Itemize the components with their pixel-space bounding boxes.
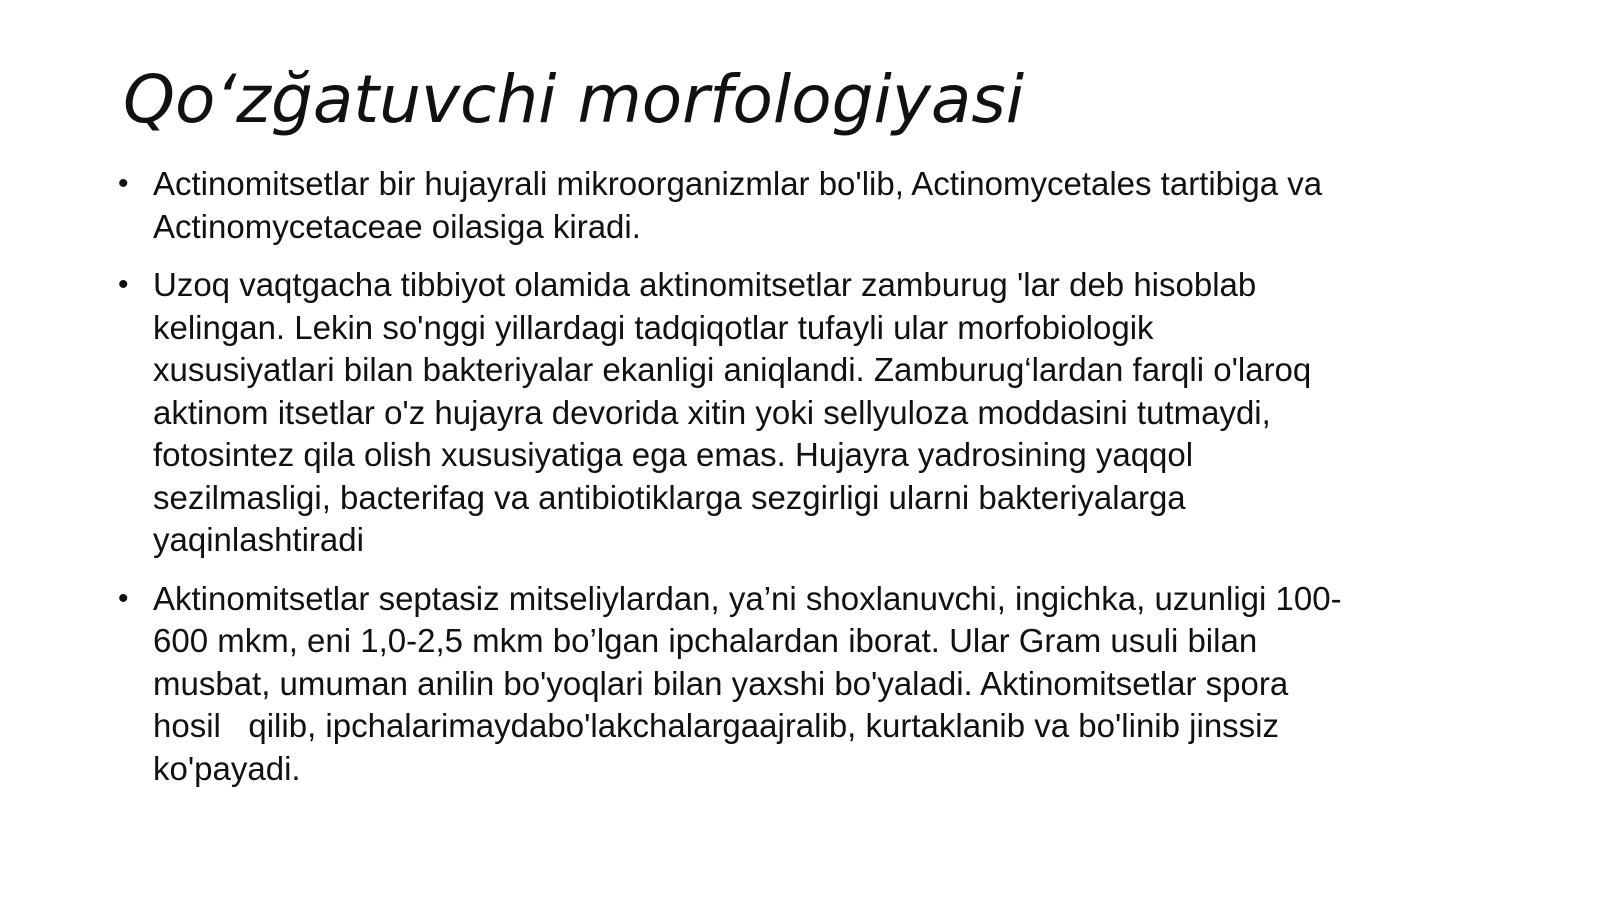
text-line: fotosintez qila olish xususiyatiga ega emas. Hujayra yadrosining yaqqol <box>153 436 1194 473</box>
text-line: ko'payadi. <box>153 749 301 787</box>
bullet-item <box>118 578 1478 791</box>
text-line: hosil qilib, ipchalarimaydabo'lakchalargaajralib, kurtaklanib va bo'linib jinssiz <box>153 707 1280 744</box>
text-line: kelingan. Lekin so'nggi yillardagi tadqiqotlar tufayli ular morfobiologik <box>153 308 1154 346</box>
bullet-item <box>118 163 1478 248</box>
text-line: musbat, umuman anilin bo'yoqlari bilan yaxshi bo'yaladi. Aktinomitsetlar spora <box>153 664 1289 702</box>
bullet-dot-icon: • <box>118 581 129 615</box>
bullet-text <box>153 163 1478 248</box>
text-line: Uzoq vaqtgacha tibbiyot olamida aktinomitsetlar zamburug 'lar deb hisoblab <box>153 266 1257 303</box>
bullet-dot-icon: • <box>118 167 129 200</box>
text-line: Aktinomitsetlar septasiz mitseliylardan, ya’ni shoxlanuvchi, ingichka, uzunligi 100- <box>153 579 1342 617</box>
bullet-list <box>118 163 1478 806</box>
slide-title: Qo‘zğatuvchi morfologiyasi <box>123 61 1025 138</box>
text-line: yaqinlashtiradi <box>153 521 364 558</box>
bullet-dot-icon: • <box>118 268 129 301</box>
text-line: Actinomitsetlar bir hujayrali mikroorganizmlar bo'lib, Actinomycetales tartibiga va <box>153 165 1323 202</box>
text-line: sezilmasligi, bacterifag va antibiotiklarga sezgirligi ularni bakteriyalarga <box>153 478 1186 516</box>
text-line: aktinom itsetlar o'z hujayra devorida xitin yoki sellyuloza moddasini tutmaydi, <box>153 393 1271 431</box>
bullet-text <box>153 264 1478 562</box>
bullet-text <box>153 578 1478 791</box>
text-line: 600 mkm, eni 1,0-2,5 mkm bo’lgan ipchalardan iborat. Ular Gram usuli bilan <box>153 622 1258 659</box>
bullet-item <box>118 264 1478 562</box>
text-line: xususiyatlari bilan bakteriyalar ekanligi aniqlandi. Zamburug‘lardan farqli o'laroq <box>153 351 1312 388</box>
text-line: Actinomycetaceae oilasiga kiradi. <box>153 207 641 245</box>
